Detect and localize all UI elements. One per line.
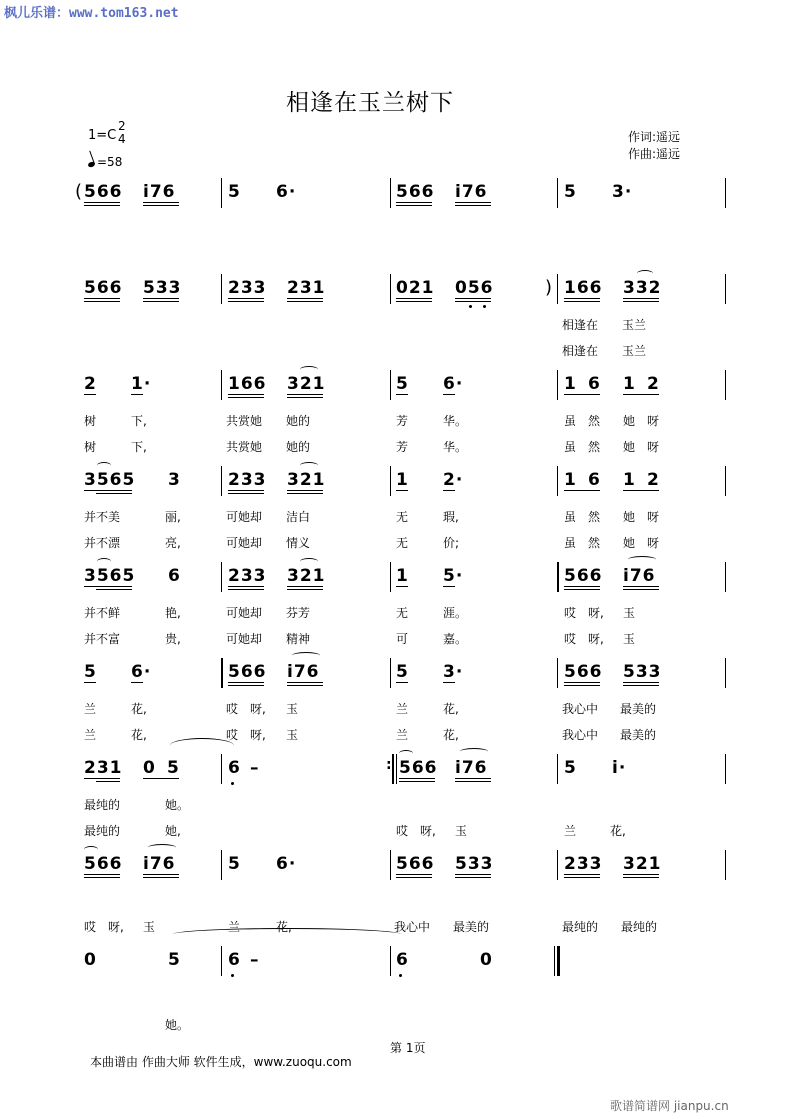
bar-line: [390, 370, 391, 400]
lyric: 芳: [396, 440, 409, 454]
lyric: 呀,: [588, 632, 604, 646]
bar-line: [390, 562, 391, 592]
lyric: 我心中: [562, 702, 599, 716]
note: 6·: [131, 662, 152, 682]
generator-note: 本曲谱由 作曲大师 软件生成，www.zuoqu.com: [90, 1055, 352, 1069]
lyric: 虽: [564, 536, 577, 550]
bar-line: [221, 562, 222, 592]
lyric: 她。: [165, 798, 190, 812]
lyric: 她: [623, 510, 636, 524]
lyric: 玉: [286, 728, 299, 742]
bar-line: [725, 274, 726, 304]
note: 5: [564, 182, 577, 202]
note: 3·: [443, 662, 464, 682]
bar-line: [557, 178, 558, 208]
note-group: 321: [287, 374, 326, 394]
note: 6: [396, 950, 409, 970]
note: 6: [588, 374, 601, 394]
note-group: 166: [564, 278, 603, 298]
close-parenthesis: ): [545, 277, 553, 298]
lyric: 虽: [564, 440, 577, 454]
lyric: 虽: [564, 510, 577, 524]
lyric: 并不漂: [84, 536, 121, 550]
lyric: 下,: [131, 414, 147, 428]
note-group: 566: [84, 182, 123, 202]
lyric: 虽: [564, 414, 577, 428]
dash: –: [250, 758, 260, 778]
lyric: 可她却: [226, 632, 263, 646]
bar-line: [390, 850, 391, 880]
note: 3·: [612, 182, 633, 202]
lyric: 玉: [143, 920, 156, 934]
note: 0: [480, 950, 493, 970]
note-group: 056: [455, 278, 494, 298]
bar-line: [725, 562, 726, 592]
lyric: 呀: [647, 414, 660, 428]
bar-line: [221, 850, 222, 880]
lyric: 并不美: [84, 510, 121, 524]
note-group: 533: [623, 662, 662, 682]
lyric: 下,: [131, 440, 147, 454]
note: i·: [612, 758, 627, 778]
lyric: 呀: [647, 536, 660, 550]
note: 5: [396, 374, 409, 394]
lyric: 呀: [647, 440, 660, 454]
lyric: 玉: [286, 702, 299, 716]
lyric: 涯。: [443, 606, 468, 620]
note: 5: [564, 758, 577, 778]
bar-line: [725, 466, 726, 496]
bar-line: [725, 850, 726, 880]
lyric: 共赏她: [226, 414, 263, 428]
bar-line: [221, 946, 222, 976]
bar-line: [557, 658, 558, 688]
bar-line: [390, 178, 391, 208]
lyric: 她: [623, 440, 636, 454]
lyric: 最美的: [620, 728, 657, 742]
open-parenthesis: (: [75, 181, 83, 202]
note: 1: [396, 566, 409, 586]
bar-line: [392, 754, 394, 784]
note: 1: [564, 374, 577, 394]
bar-line: [221, 370, 222, 400]
note: 2: [647, 470, 660, 490]
lyric: 芳: [396, 414, 409, 428]
lyric: 哎: [84, 920, 97, 934]
bar-line: [390, 658, 391, 688]
note: 1·: [131, 374, 152, 394]
lyric: 她: [623, 414, 636, 428]
time-sig-denominator: 4: [118, 132, 126, 146]
song-title: 相逢在玉兰树下: [286, 90, 454, 116]
lyric: 玉兰: [622, 344, 647, 358]
note-group: 231: [287, 278, 326, 298]
note: 1: [623, 374, 636, 394]
lyric: 然: [588, 414, 601, 428]
note-group: i76: [623, 566, 656, 586]
lyric: 呀,: [250, 728, 266, 742]
tempo-value: =58: [97, 155, 123, 169]
lyric: 嘉。: [443, 632, 468, 646]
lyric: 最美的: [453, 920, 490, 934]
note: 3: [168, 470, 181, 490]
bar-line: [396, 754, 397, 784]
lyric: 情义: [286, 536, 311, 550]
lyric: 最纯的: [621, 920, 658, 934]
lyric: 并不鲜: [84, 606, 121, 620]
bar-line: [557, 466, 558, 496]
lyric: 兰: [396, 728, 409, 742]
lyric: 花,: [443, 728, 459, 742]
lyric: 然: [588, 536, 601, 550]
lyric: 艳,: [165, 606, 181, 620]
note: 6: [588, 470, 601, 490]
note: 6: [228, 950, 241, 970]
note-group: 566: [84, 854, 123, 874]
note-group: 231: [84, 758, 123, 778]
note: 2: [84, 374, 97, 394]
lyric: 兰: [84, 728, 97, 742]
note-group: 566: [84, 278, 123, 298]
lyric: 哎: [396, 824, 409, 838]
lyric: 我心中: [394, 920, 431, 934]
note-group: 533: [143, 278, 182, 298]
lyric: 最美的: [620, 702, 657, 716]
note-group: 321: [287, 566, 326, 586]
lyric: 精神: [286, 632, 311, 646]
note-group: 233: [228, 566, 267, 586]
lyric: 无: [396, 536, 409, 550]
lyric: 她。: [165, 1018, 190, 1032]
note: 0: [84, 950, 97, 970]
note: 5: [84, 662, 97, 682]
lyric: 呀,: [420, 824, 436, 838]
note-group: 166: [228, 374, 267, 394]
lyric: 兰: [564, 824, 577, 838]
note-group: 3565: [84, 566, 136, 586]
tempo-marking: [88, 155, 122, 169]
note-group: 566: [228, 662, 267, 682]
quarter-note-icon: [87, 161, 95, 168]
note-group: i76: [287, 662, 320, 682]
note-group: 021: [396, 278, 435, 298]
lyric: 呀,: [588, 606, 604, 620]
lyric: 呀,: [108, 920, 124, 934]
note: 6: [228, 758, 241, 778]
lyric: 可: [396, 632, 409, 646]
lyric: 树: [84, 414, 97, 428]
note-group: 566: [396, 854, 435, 874]
lyric: 洁白: [286, 510, 311, 524]
lyric: 她的: [286, 414, 311, 428]
note-group: 321: [287, 470, 326, 490]
time-sig-numerator: 2: [118, 119, 126, 133]
lyric: 花,: [276, 920, 292, 934]
lyric: 花,: [131, 702, 147, 716]
note-group: 321: [623, 854, 662, 874]
lyric: 玉: [455, 824, 468, 838]
note: 6·: [276, 854, 297, 874]
bar-line: [557, 562, 559, 592]
note-group: 566: [396, 182, 435, 202]
note-group: i76: [143, 182, 176, 202]
note: 0: [143, 758, 156, 778]
lyric: 并不富: [84, 632, 121, 646]
note-group: 233: [228, 470, 267, 490]
note: 1: [564, 470, 577, 490]
note-group: 566: [399, 758, 438, 778]
key-signature: 1=C: [88, 128, 117, 143]
lyric: 哎: [564, 632, 577, 646]
composer-credit: 作曲:遥远: [628, 147, 681, 161]
lyricist-credit: 作词:遥远: [628, 130, 681, 144]
bar-line: [221, 274, 222, 304]
lyric: 最纯的: [84, 824, 121, 838]
note: 5·: [443, 566, 464, 586]
bar-line: [557, 274, 558, 304]
time-signature: [118, 120, 126, 146]
lyric: 哎: [564, 606, 577, 620]
note-group: 533: [455, 854, 494, 874]
lyric: 最纯的: [84, 798, 121, 812]
lyric: 花,: [131, 728, 147, 742]
note: 2·: [443, 470, 464, 490]
lyric: 哎: [226, 728, 239, 742]
bar-line: [557, 850, 558, 880]
bar-line: [221, 466, 222, 496]
lyric: 然: [588, 440, 601, 454]
note-group: 332: [623, 278, 662, 298]
lyric: 无: [396, 606, 409, 620]
lyric: 共赏她: [226, 440, 263, 454]
note: 1: [623, 470, 636, 490]
lyric: 可她却: [226, 510, 263, 524]
note-group: 3565: [84, 470, 136, 490]
note-group: i76: [143, 854, 176, 874]
lyric: 相逢在: [562, 344, 599, 358]
site-watermark: 枫儿乐谱：www.tom163.net: [4, 6, 179, 21]
note: 5: [167, 758, 180, 778]
note-group: i76: [455, 758, 488, 778]
lyric: 呀,: [250, 702, 266, 716]
lyric: 可她却: [226, 606, 263, 620]
bar-line: [725, 370, 726, 400]
lyric: 兰: [84, 702, 97, 716]
final-bar-line: [557, 946, 560, 976]
note: 5: [396, 662, 409, 682]
site-logo: 歌谱简谱网 jianpu.cn: [610, 1099, 729, 1113]
note-group: 233: [564, 854, 603, 874]
bar-line: [221, 754, 222, 784]
lyric: 我心中: [562, 728, 599, 742]
bar-line: [725, 178, 726, 208]
bar-line: [725, 658, 726, 688]
lyric: 华。: [443, 414, 468, 428]
dash: –: [250, 950, 260, 970]
repeat-sign: :: [386, 757, 392, 773]
lyric: 呀: [647, 510, 660, 524]
lyric: 她,: [165, 824, 181, 838]
bar-line: [390, 946, 391, 976]
lyric: 价;: [443, 536, 460, 550]
note: 5: [228, 854, 241, 874]
lyric: 花,: [610, 824, 626, 838]
bar-line: [557, 370, 558, 400]
lyric: 玉: [623, 632, 636, 646]
bar-line: [390, 466, 391, 496]
lyric: 最纯的: [562, 920, 599, 934]
lyric: 哎: [226, 702, 239, 716]
bar-line: [221, 178, 222, 208]
bar-line: [554, 946, 555, 976]
note: 5: [168, 950, 181, 970]
lyric: 她: [623, 536, 636, 550]
lyric: 无: [396, 510, 409, 524]
lyric: 树: [84, 440, 97, 454]
note: 1: [396, 470, 409, 490]
note-group: 566: [564, 662, 603, 682]
lyric: 可她却: [226, 536, 263, 550]
note-group: i76: [455, 182, 488, 202]
note: 6·: [276, 182, 297, 202]
bar-line: [557, 754, 558, 784]
note: 6: [168, 566, 181, 586]
lyric: 兰: [228, 920, 241, 934]
page-number: 第 1页: [390, 1041, 426, 1055]
bar-line: [221, 658, 223, 688]
lyric: 丽,: [165, 510, 181, 524]
bar-line: [725, 754, 726, 784]
lyric: 相逢在: [562, 318, 599, 332]
lyric: 瑕,: [443, 510, 459, 524]
lyric: 她的: [286, 440, 311, 454]
lyric: 芬芳: [286, 606, 311, 620]
lyric: 兰: [396, 702, 409, 716]
lyric: 然: [588, 510, 601, 524]
note: 5: [228, 182, 241, 202]
lyric: 花,: [443, 702, 459, 716]
note-group: 566: [564, 566, 603, 586]
lyric: 玉: [623, 606, 636, 620]
note: 2: [647, 374, 660, 394]
note-group: 233: [228, 278, 267, 298]
lyric: 华。: [443, 440, 468, 454]
lyric: 贵,: [165, 632, 181, 646]
lyric: 亮,: [165, 536, 181, 550]
bar-line: [390, 274, 391, 304]
note: 6·: [443, 374, 464, 394]
lyric: 玉兰: [622, 318, 647, 332]
